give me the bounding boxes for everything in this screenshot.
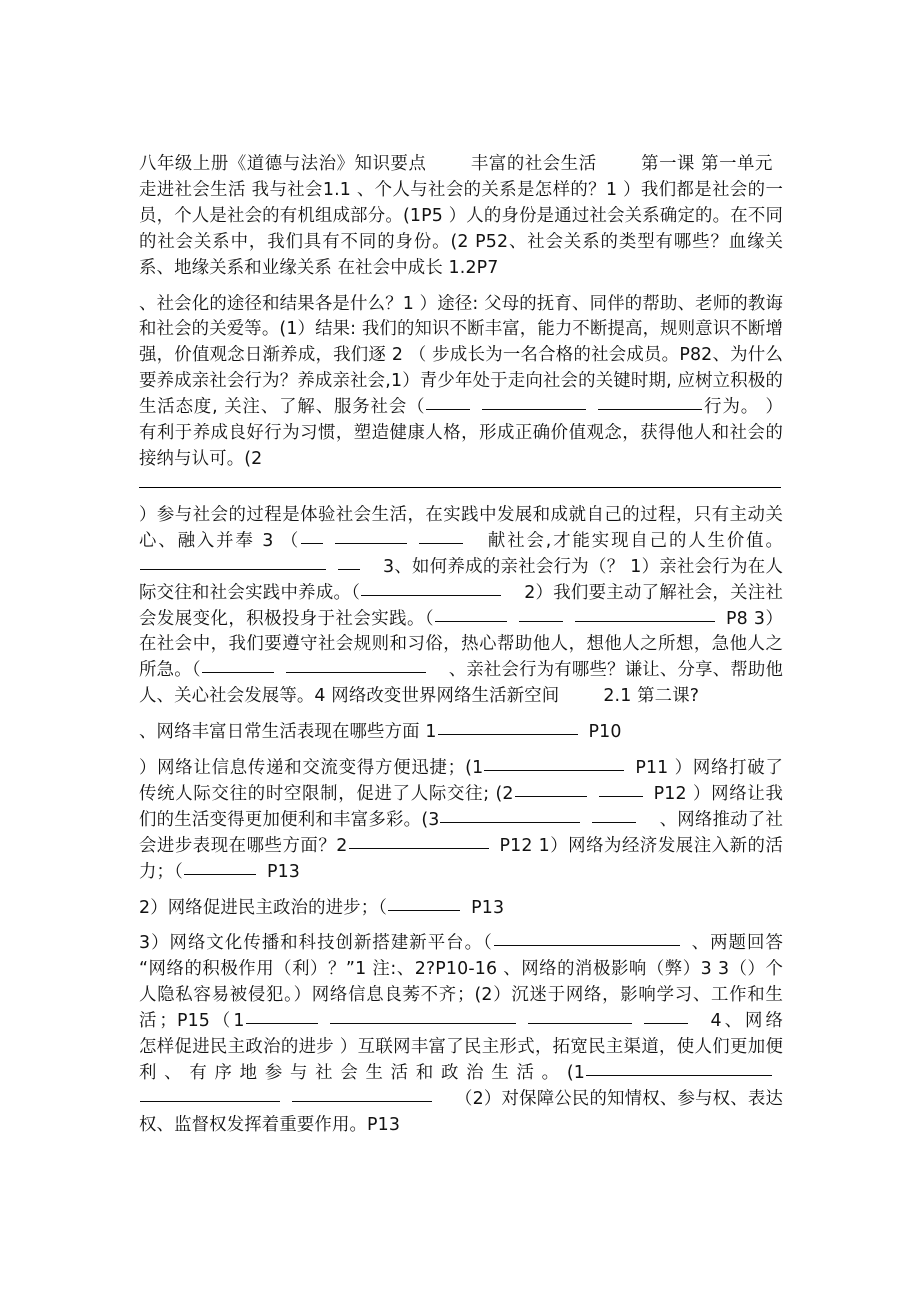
answer-blank <box>246 1011 318 1025</box>
answer-blank <box>440 809 580 823</box>
paragraph-2-text: 、社会化的途径和结果各是什么？1 ）途径: 父母的抚育、同伴的帮助、老师的教诲和社会的关爱等。(1）结果: 我们的知识不断丰富，能力不断提高，规则意识不断增强，价值观念日渐养成，我们逐 2 （ 步成长为一名合格的社会成员。P82、为什么要养成亲社会行为？养成亲社会,1）青少年处于走向社会的关键时期, 应树立积极的生活态度, 关注、了解、服务社会（ <box>139 293 783 418</box>
paragraph-4-text-a: 、网络丰富日常生活表现在哪些方面 1 <box>139 722 437 743</box>
paragraph-2 <box>139 292 783 473</box>
paragraph-3 <box>139 503 783 710</box>
paragraph-7-text-a: 3）网络文化传播和科技创新搭建新平台。（ <box>139 933 493 954</box>
paragraph-heading-block <box>139 152 783 282</box>
answer-blank <box>482 397 586 411</box>
paragraph-7-text-d: （2）对保障公民的知情权、参与权、表达权、监督权发挥着重要作用。P13 <box>139 1088 783 1135</box>
paragraph-3-text-c: 3、如何养成的亲社会行为（？ 1）亲社会行为在人际交往和社会实践中养成。（ <box>139 556 783 603</box>
answer-blank <box>599 783 643 797</box>
answer-blank <box>598 397 702 411</box>
page-ref-p10: P10 <box>588 722 622 743</box>
paragraph-5-text-a: ）网络让信息传递和交流变得方便迅捷；(1 <box>139 758 484 779</box>
document-text-body <box>139 152 783 1139</box>
section-divider-rule <box>139 487 781 488</box>
answer-blank <box>419 530 463 544</box>
paragraph-4 <box>139 720 783 746</box>
answer-blank <box>286 660 426 674</box>
paragraph-5 <box>139 756 783 886</box>
answer-blank <box>515 783 587 797</box>
paragraph-5-text-d: 、网络推动了社会进步表现在哪些方面？2 <box>139 809 783 856</box>
answer-blank <box>435 608 507 622</box>
answer-blank <box>484 758 624 772</box>
answer-blank <box>335 530 407 544</box>
answer-blank <box>388 897 460 911</box>
answer-blank <box>202 660 274 674</box>
unit-theme-title: 丰富的社会生活 <box>470 154 597 174</box>
paragraph-3-text-b: 献社会,才能实现自己的人生价值。 <box>486 530 783 551</box>
paragraph-7-text-b: 、两题回答“网络的积极作用（利）？”1 注:、2?P10-16 、网络的消极影响（弊）3 3（）个人隐私容易被侵犯。）网络信息良莠不齐；(2）沉迷于网络，影响学习、工作和生活；P15（1 <box>139 933 783 1032</box>
answer-blank <box>586 1062 772 1076</box>
answer-blank <box>494 933 680 947</box>
answer-blank <box>644 1011 688 1025</box>
paragraph-5-text-c: P12 ）网络让我们的生活变得更加便利和丰富多彩。(3 <box>139 783 783 830</box>
paragraph-5-text-b: P11 ）网络打破了传统人际交往的时空限制，促进了人际交往; (2 <box>139 758 783 804</box>
paragraph-3-text-g: 2.1 第二课? <box>603 686 700 707</box>
answer-blank <box>301 530 323 544</box>
paragraph-2-tail-text: 行为。 ）有利于养成良好行为习惯，塑造健康人格，形成正确价值观念，获得他人和社会的接纳与认可。(2 <box>139 397 783 469</box>
answer-blank <box>528 1011 632 1025</box>
page-ref-p13-a: P13 <box>266 861 301 882</box>
paragraph-3-text-a: ）参与社会的过程是体验社会生活，在实践中发展和成就自己的过程，只有主动关心、融入并奉 3 （ <box>139 504 783 551</box>
paragraph-7-text-c: 4、网络怎样促进民主政治的进步 ）互联网丰富了民主形式，拓宽民主渠道，使人们更加便利、有序地参与社会生活和政治生活。(1 <box>139 1011 783 1083</box>
answer-blank <box>349 835 489 849</box>
paragraph-3-text-f: 、亲社会行为有哪些？谦让、分享、帮助他人、关心社会发展等。4 网络改变世界网络生活新空间 <box>139 660 783 707</box>
answer-blank <box>426 397 470 411</box>
page-ref-p13-b: P13 <box>471 897 505 918</box>
answer-blank <box>575 608 715 622</box>
lesson-unit-label: 第一课 第一单元 <box>640 154 773 174</box>
answer-blank <box>184 861 256 875</box>
paragraph-6 <box>139 896 783 922</box>
paragraph-3-text-e: P8 3）在社会中，我们要遵守社会规则和习俗，热心帮助他人，想他人之所想，急他人之所急。（ <box>139 608 783 681</box>
paragraph-3-text-d: 2）我们要主动了解社会，关注社会发展变化，积极投身于社会实践。（ <box>139 582 783 629</box>
answer-blank <box>519 608 563 622</box>
answer-blank <box>140 556 326 570</box>
doc-title: 八年级上册《道德与法治》知识要点 <box>139 154 427 174</box>
answer-blank <box>438 722 578 736</box>
answer-blank <box>338 556 360 570</box>
answer-blank <box>292 1088 432 1102</box>
paragraph-1-text: 走进社会生活 我与社会1.1 、个人与社会的关系是怎样的？1 ）我们都是社会的一员，个人是社会的有机组成部分。(1P5 ）人的身份是通过社会关系确定的。在不同的社会关系中，我们具有不同的身份。(2 P52、社会关系的类型有哪些？血缘关系、地缘关系和业缘关系 在社会中成长 1.2P7 <box>139 179 783 278</box>
paragraph-6-text-a: 2）网络促进民主政治的进步；（ <box>139 897 388 918</box>
answer-blank <box>330 1011 516 1025</box>
answer-blank <box>592 809 636 823</box>
paragraph-5-text-e: P12 1）网络为经济发展注入新的活力；（ <box>139 835 783 882</box>
paragraph-7 <box>139 931 783 1138</box>
answer-blank <box>140 1088 280 1102</box>
answer-blank <box>361 582 501 596</box>
